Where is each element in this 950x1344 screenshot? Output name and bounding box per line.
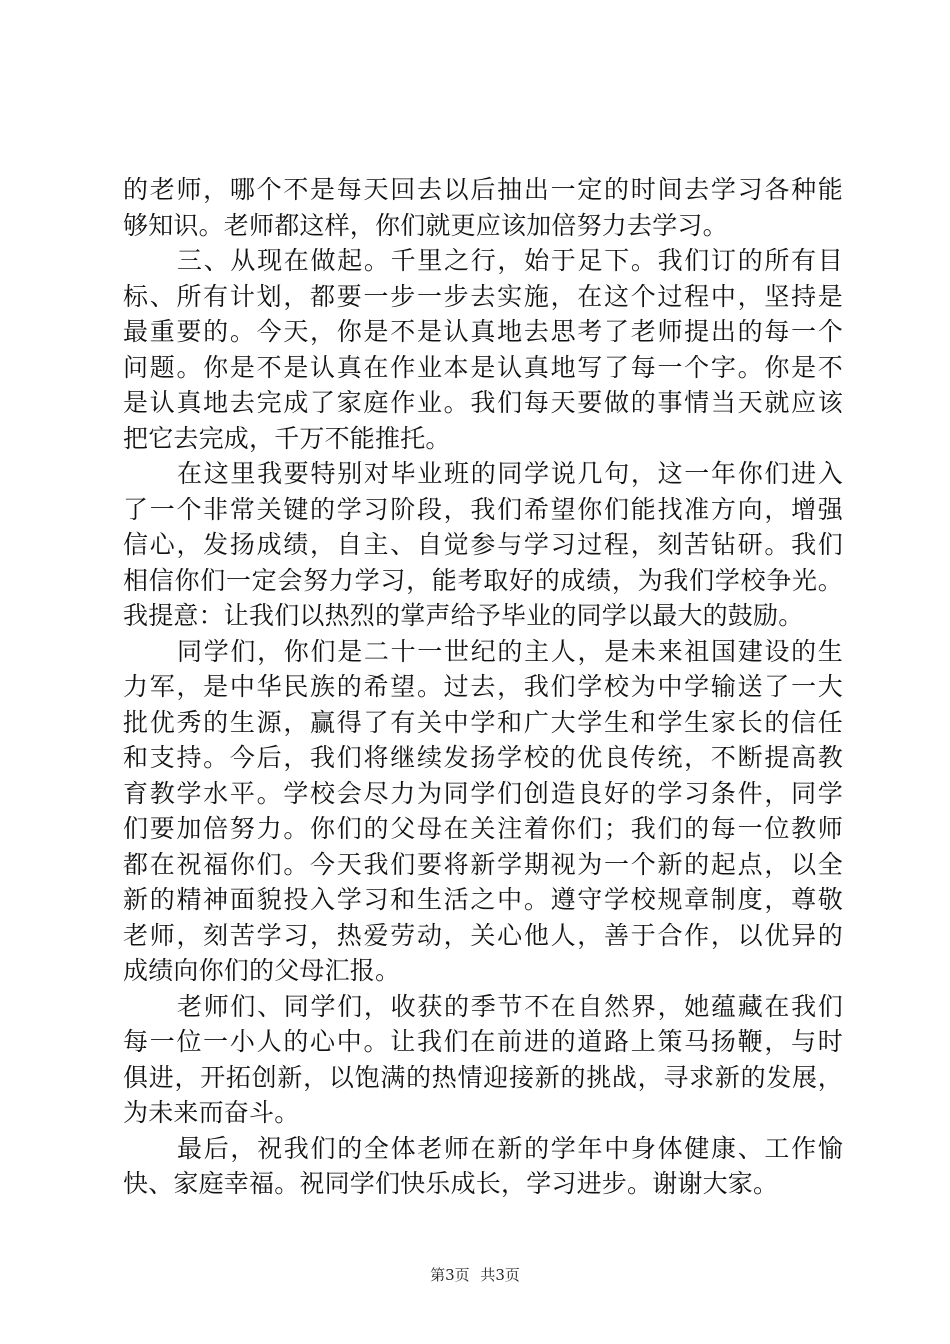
text-line: 育教学水平。学校会尽力为同学们创造良好的学习条件，同学 (123, 778, 843, 808)
page-footer: 第3页 共3页 (430, 1266, 520, 1284)
text-line: 把它去完成，千万不能推托。 (123, 423, 451, 453)
text-line: 标、所有计划，都要一步一步去实施，在这个过程中，坚持是 (123, 281, 843, 311)
text-line: 够知识。老师都这样，你们就更应该加倍努力去学习。 (123, 210, 728, 240)
text-line: 相信你们一定会努力学习，能考取好的成绩，为我们学校争光。 (123, 565, 843, 595)
text-line: 问题。你是不是认真在作业本是认真地写了每一个字。你是不 (123, 352, 843, 382)
text-line: 信心，发扬成绩，自主、自觉参与学习过程，刻苦钻研。我们 (123, 530, 843, 559)
text-line: 最重要的。今天，你是不是认真地去思考了老师提出的每一个 (123, 317, 843, 346)
text-line: 力军，是中华民族的希望。过去，我们学校为中学输送了一大 (123, 672, 843, 701)
text-line: 三、从现在做起。千里之行，始于足下。我们订的所有目 (177, 246, 843, 275)
text-line: 我提意：让我们以热烈的掌声给予毕业的同学以最大的鼓励。 (123, 601, 804, 630)
body-text (123, 172, 843, 1202)
text-line: 在这里我要特别对毕业班的同学说几句，这一年你们进入 (177, 459, 843, 488)
text-line: 新的精神面貌投入学习和生活之中。遵守学校规章制度，尊敬 (123, 885, 843, 914)
text-line: 都在祝福你们。今天我们要将新学期视为一个新的起点，以全 (123, 849, 843, 879)
text-line: 老师，刻苦学习，热爱劳动，关心他人，善于合作，以优异的 (123, 920, 843, 950)
text-line: 老师们、同学们，收获的季节不在自然界，她蕴藏在我们 (177, 991, 843, 1021)
text-line: 每一位一小人的心中。让我们在前进的道路上策马扬鞭，与时 (123, 1027, 843, 1056)
text-line: 了一个非常关键的学习阶段，我们希望你们能找准方向，增强 (123, 494, 843, 524)
text-line: 俱进，开拓创新，以饱满的热情迎接新的挑战，寻求新的发展， (123, 1062, 843, 1092)
text-line: 同学们，你们是二十一世纪的主人，是未来祖国建设的生 (177, 636, 843, 666)
text-line: 是认真地去完成了家庭作业。我们每天要做的事情当天就应该 (123, 388, 843, 417)
text-line: 最后，祝我们的全体老师在新的学年中身体健康、工作愉 (177, 1133, 843, 1163)
text-line: 批优秀的生源，赢得了有关中学和广大学生和学生家长的信任 (123, 707, 843, 737)
text-line: 成绩向你们的父母汇报。 (123, 956, 401, 985)
text-line: 快、家庭幸福。祝同学们快乐成长，学习进步。谢谢大家。 (123, 1169, 779, 1198)
text-line: 的老师，哪个不是每天回去以后抽出一定的时间去学习各种能 (123, 175, 843, 204)
text-line: 和支持。今后，我们将继续发扬学校的优良传统，不断提高教 (123, 743, 843, 772)
text-line: 为未来而奋斗。 (123, 1098, 300, 1127)
text-line: 们要加倍努力。你们的父母在关注着你们；我们的每一位教师 (123, 814, 843, 843)
